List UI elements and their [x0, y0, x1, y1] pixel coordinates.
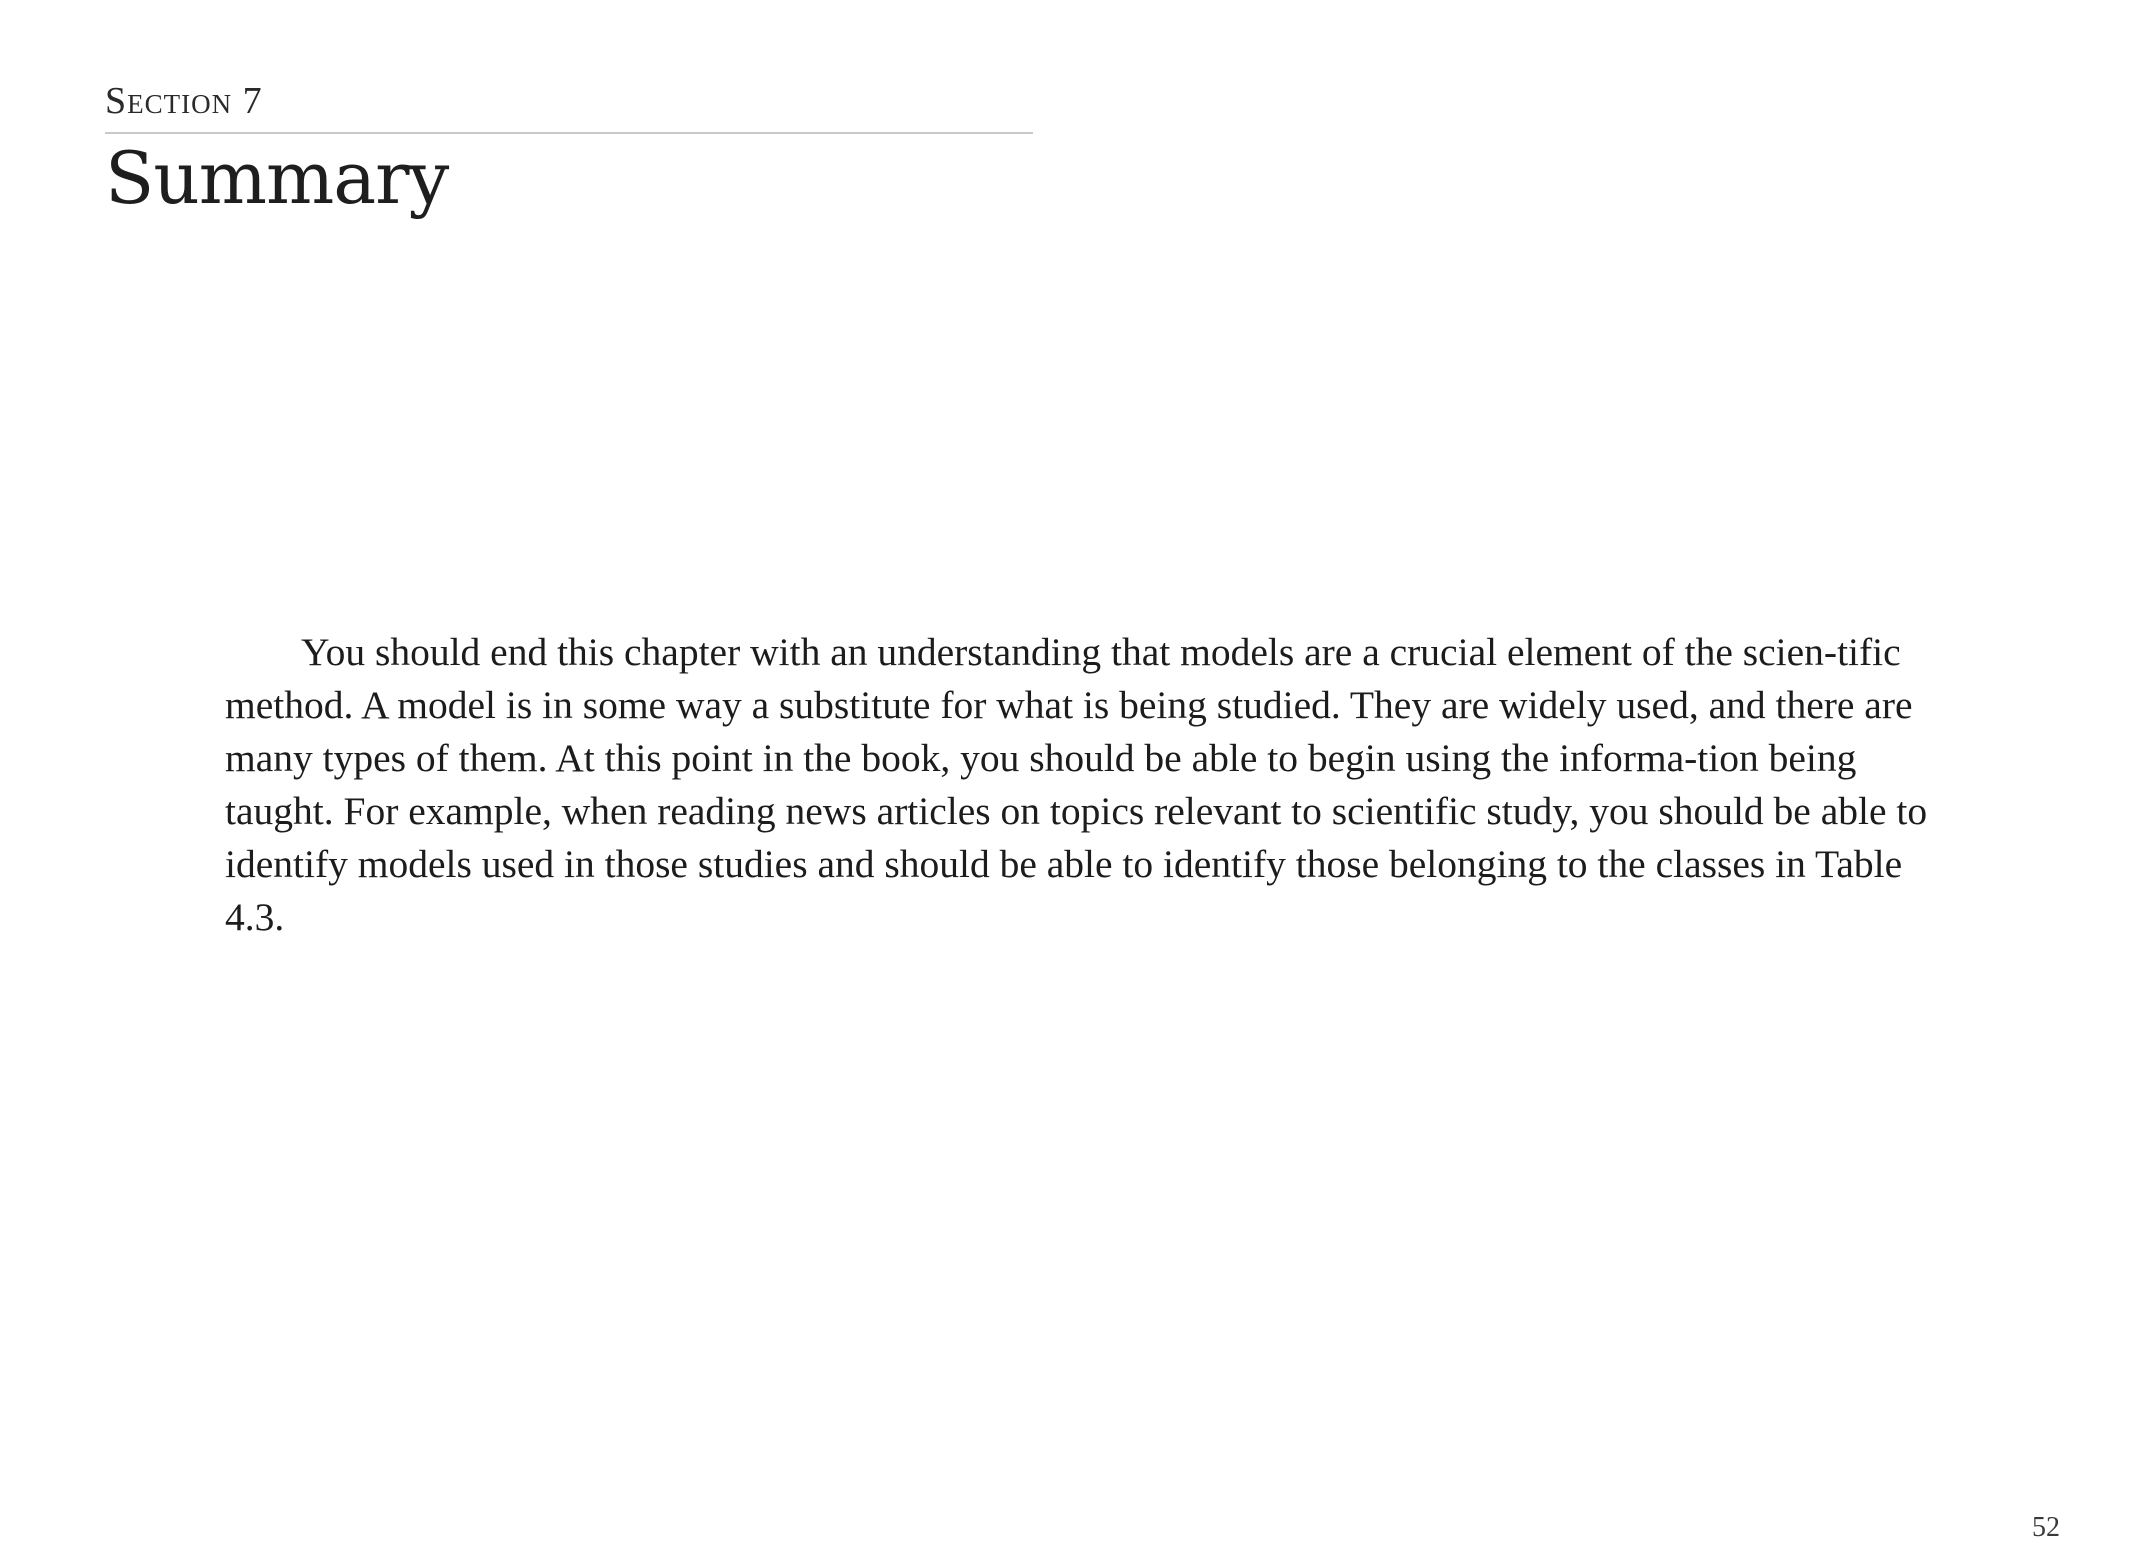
section-label: Section 7: [105, 82, 1033, 134]
section-title: Summary: [105, 136, 449, 220]
page-number: 52: [2032, 1512, 2060, 1543]
summary-paragraph: You should end this chapter with an understanding that models are a crucial element of the scien-tific method. A model is in some way a substitute for what is being studied. They are widely used, and there are many types of them. At this point in the book, you should be able to begin using the informa-tion being taught. For example, when reading news articles on topics relevant to scientific study, you should be able to identify models used in those studies and should be able to identify those belonging to the classes in Table 4.3.: [225, 630, 1928, 939]
section-header: [105, 80, 1033, 220]
